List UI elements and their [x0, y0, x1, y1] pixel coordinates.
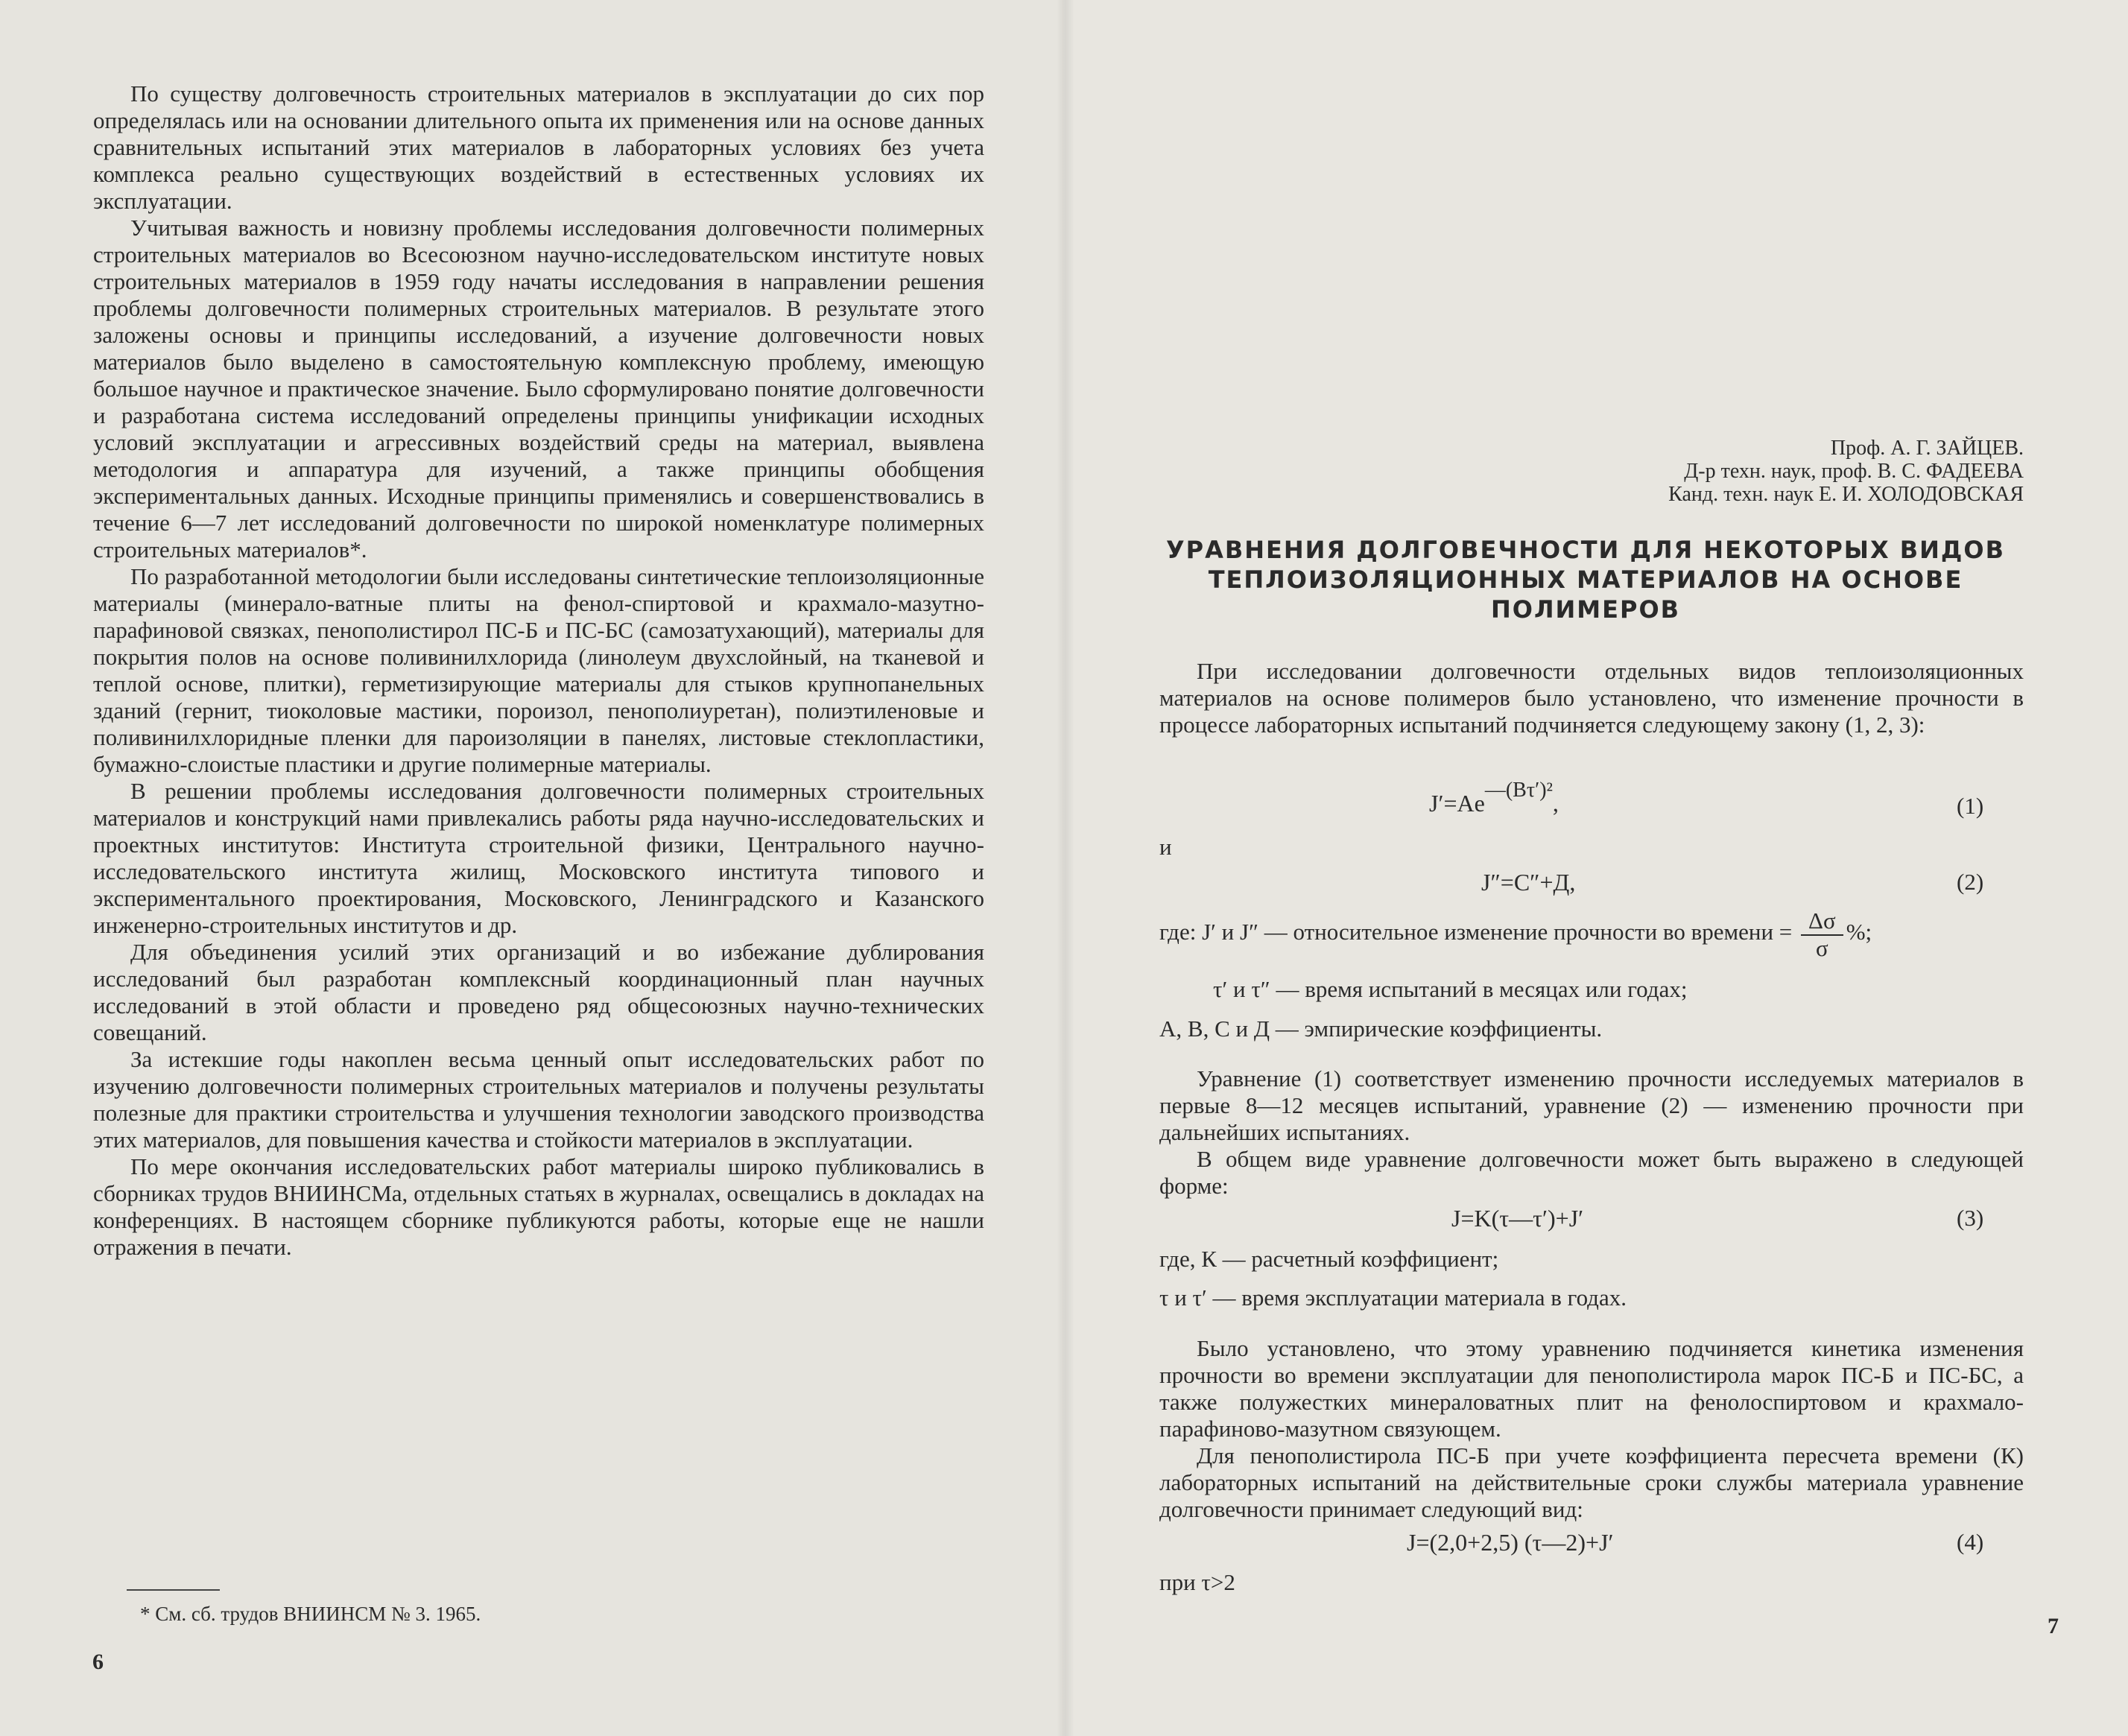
paragraph: За истекшие годы накоплен весьма ценный опыт исследовательских работ по изучению долговечности полимерных строительных материалов и получены результаты полезные для практики строительства и улучшения технологии заводского производства этих материалов, для повышения качества и стойкости материалов в эксплуатации. [93, 1046, 984, 1153]
author-line: Д-р техн. наук, проф. В. С. ФАДЕЕВА [1684, 460, 2024, 483]
title-line: УРАВНЕНИЯ ДОЛГОВЕЧНОСТИ ДЛЯ НЕКОТОРЫХ ВИДОВ [1165, 536, 2006, 564]
definition-tau-exploit: τ и τ′ — время эксплуатации материала в годах. [1159, 1284, 1627, 1311]
author-line: Канд. техн. наук Е. И. ХОЛОДОВСКАЯ [1668, 483, 2024, 506]
equation-1-tail: , [1552, 790, 1559, 817]
footnote-rule [127, 1589, 220, 1591]
definition-coefficients: А, В, С и Д — эмпирические коэффициенты. [1159, 1016, 1603, 1042]
equation-4-number: (4) [1957, 1529, 1984, 1555]
book-gutter [1057, 0, 1074, 1736]
definition-j [1159, 907, 1872, 961]
paragraph: Для пенополистирола ПС-Б при учете коэффициента пересчета времени (К) лабораторных испытаний на действительные сроки службы материала уравнение долговечности принимает следующий вид: [1159, 1442, 2024, 1522]
paragraph: Учитывая важность и новизну проблемы исследования долговечности полимерных строительных материалов во Всесоюзном научно-исследовательском институте новых строительных материалов в 1959 году начаты исследования в направлении решения проблемы долговечности полимерных строительных материалов. В результате этого заложены основы и принципы исследований, а изучение долговечности новых материалов было выделено в самостоятельную комплексную проблему, имеющую большое научное и практическое значение. Было сформулировано понятие долговечности и разработана система исследований определены принципы унификации исходных условий эксплуатации и агрессивных воздействий среды на материал, выявлена методология и аппаратура для изучений, а также принципы обобщения экспериментальных данных. Исходные принципы применялись и совершенствовались в течение 6—7 лет исследований долговечности по широкой номенклатуре полимерных строительных материалов*. [93, 215, 984, 563]
title-line: ПОЛИМЕРОВ [1490, 595, 1681, 624]
body-text [1159, 1065, 2024, 1200]
author-line: Проф. А. Г. ЗАЙЦЕВ. [1830, 437, 2024, 460]
equation-2: J″=C″+Д, [1481, 869, 1576, 896]
left-page-body [93, 80, 984, 1261]
paragraph: По разработанной методологии были исследованы синтетические теплоизоляционные материалы (минерало-ватные плиты на фенол-спиртовой и крахмало-мазутно-парафиновой связках, пенополистирол ПС-Б и ПС-БС (самозатухающий), материалы для покрытия полов на основе поливинилхлорида (линолеум двухслойный, на тканевой и теплой основе, плитки), герметизирующие материалы для стыков крупнопанельных зданий (гернит, тиоколовые мастики, пороизол, пенополиуретан), полиэтиленовые и поливинилхлоридные пленки для пароизоляции в панелях, листовые стеклопластики, бумажно-слоистые пластики и другие полимерные материалы. [93, 563, 984, 777]
article-title [1131, 535, 2040, 624]
definition-tau: τ′ и τ″ — время испытаний в месяцах или годах; [1213, 976, 1688, 1002]
paragraph: Было установлено, что этому уравнению подчиняется кинетика изменения прочности во времени эксплуатации для пенополистирола марок ПС-Б и ПС-БС, а также полужестких минераловатных плит на фенолоспиртовом и крахмало-парафиново-мазутном связующем. [1159, 1335, 2024, 1442]
right-page [1064, 0, 2128, 1736]
title-line: ТЕПЛОИЗОЛЯЦИОННЫХ МАТЕРИАЛОВ НА ОСНОВЕ [1208, 566, 1963, 594]
authors-block [1139, 437, 2024, 506]
body-text-2 [1159, 1335, 2024, 1523]
definition-j-unit: %; [1846, 919, 1872, 945]
paragraph: По мере окончания исследовательских работ материалы широко публиковались в сборниках трудов ВНИИНСМа, отдельных статьях в журналах, освещались в докладах на конференциях. В настоящем сборнике публикуются работы, которые еще не нашли отражения в печати. [93, 1153, 984, 1260]
footnote: * См. сб. трудов ВНИИНСМ № 3. 1965. [140, 1603, 481, 1625]
definition-j-text: где: J′ и J″ — относительное изменение прочности во времени = [1159, 919, 1793, 945]
definition-k: где, К — расчетный коэффициент; [1159, 1246, 1499, 1272]
equation-2-number: (2) [1957, 869, 1984, 895]
delta-sigma-fraction [1801, 907, 1843, 961]
page-number: 6 [92, 1650, 104, 1674]
paragraph: Уравнение (1) соответствует изменению прочности исследуемых материалов в первые 8—12 месяцев испытаний, уравнение (2) — изменению прочности при дальнейших испытаниях. [1159, 1065, 2024, 1145]
paragraph: По существу долговечность строительных материалов в эксплуатации до сих пор определялась или на основании длительного опыта их применения или на основе данных сравнительных испытаний этих материалов в лабораторных условиях без учета комплекса реально существующих воздействий в естественных условиях их эксплуатации. [93, 80, 984, 214]
equation-4-condition: при τ>2 [1159, 1569, 1235, 1595]
page-number: 7 [2048, 1614, 2059, 1638]
paragraph: В общем виде уравнение долговечности может быть выражено в следующей форме: [1159, 1146, 2024, 1199]
paragraph: Для объединения усилий этих организаций и во избежание дублирования исследований был разработан комплексный координационный план научных исследований в этой области и проведено ряд общесоюзных научно-технических совещаний. [93, 939, 984, 1045]
equation-3-number: (3) [1957, 1205, 1984, 1231]
equation-1-exponent: —(Bτ′)² [1484, 779, 1553, 802]
paragraph: В решении проблемы исследования долговечности полимерных строительных материалов и конструкций нами привлекались работы ряда научно-исследовательских и проектных институтов: Института строительной физики, Центрального научно-исследовательского института жилищ, Московского института типового и экспериментального проектирования, Московского, Ленинградского и Казанского инженерно-строительных институтов и др. [93, 778, 984, 938]
paragraph: При исследовании долговечности отдельных видов теплоизоляционных материалов на основе полимеров было установлено, что изменение прочности в процессе лабораторных испытаний подчиняется следующему закону (1, 2, 3): [1159, 658, 2024, 738]
fraction-denominator: σ [1816, 935, 1828, 961]
conjunction: и [1159, 834, 1172, 860]
equation-3: J=K(τ—τ′)+J′ [1451, 1205, 1584, 1232]
equation-1-base: J′=Ae [1429, 790, 1485, 817]
intro-text [1159, 658, 2024, 738]
fraction-numerator: Δσ [1801, 907, 1843, 936]
equation-1 [1429, 779, 1559, 819]
equation-4: J=(2,0+2,5) (τ—2)+J′ [1407, 1529, 1614, 1556]
equation-1-number: (1) [1957, 793, 1984, 819]
